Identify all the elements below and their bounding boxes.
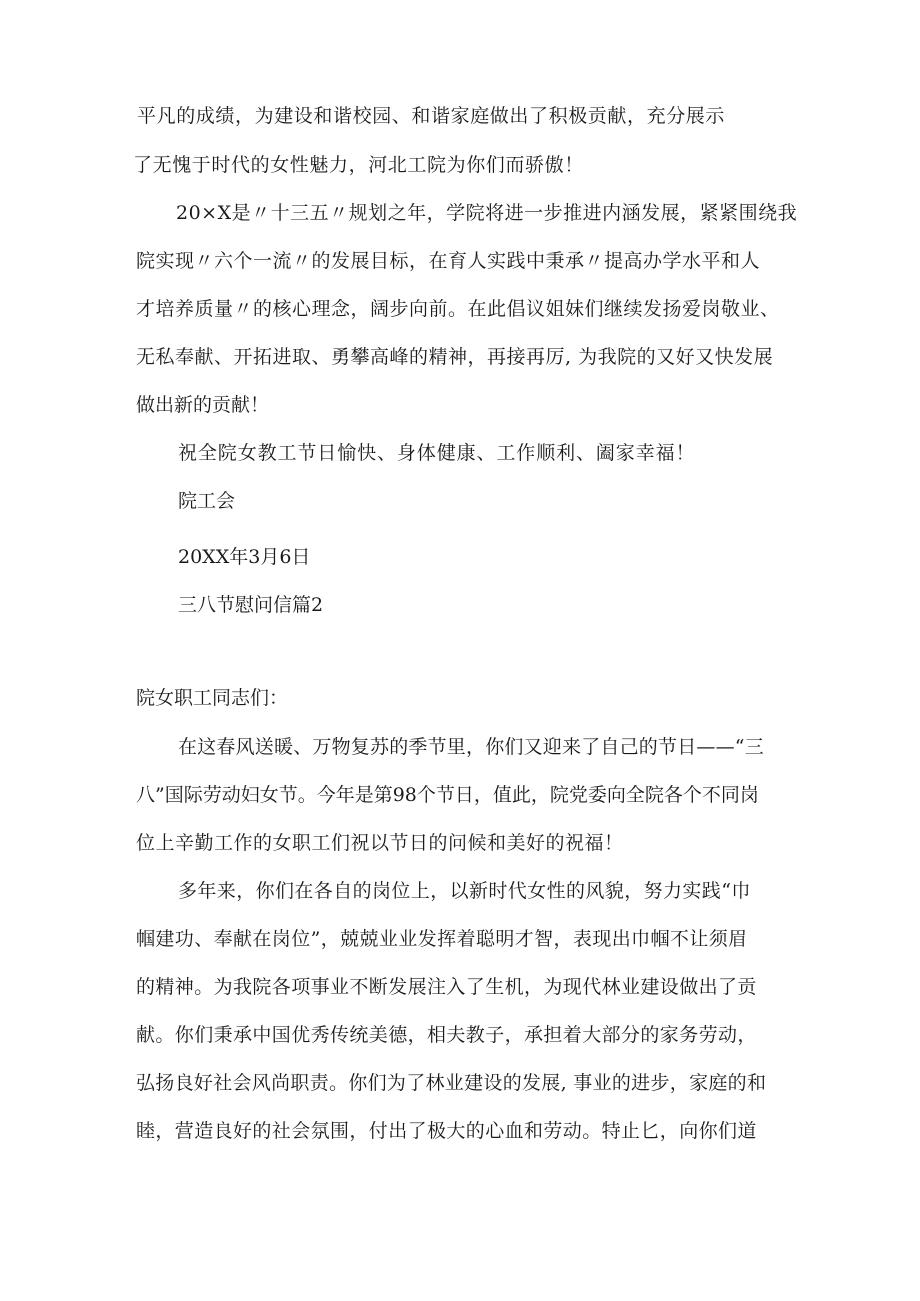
- paragraph-3-line-2: 八”国际劳动妇女节。今年是第98个节日，值此，院党委向全院各个不同岗: [136, 784, 759, 806]
- paragraph-3-line-3: 位上辛勤工作的女职工们祝以节日的问候和美好的祝福！: [136, 832, 624, 854]
- paragraph-2-line-4: 无私奉献、开拓进取、勇攀高峰的精神，再接再厉, 为我院的又好又快发展: [136, 346, 774, 368]
- paragraph-3-line-1: 在这春风送暖、万物复苏的季节里，你们又迎来了自己的节日——“三: [178, 736, 764, 758]
- paragraph-2-line-1: 20×X是〃十三五〃规划之年，学院将进一步推进内涵发展，紧紧围绕我: [176, 202, 798, 224]
- paragraph-2-line-2: 院实现〃六个一流〃的发展目标，在育人实践中秉承〃提高办学水平和人: [136, 250, 761, 272]
- paragraph-1-line-2: 了无愧于时代的女性魅力，河北工院为你们而骄傲！: [133, 154, 584, 176]
- paragraph-2-line-3: 才培养质量〃的核心理念，阔步向前。在此倡议姐妹们继续发扬爱岗敬业、: [136, 298, 780, 320]
- wishes-line: 祝全院女教工节日愉快、身体健康、工作顺利、阖家幸福！: [178, 442, 696, 464]
- date: 20XX年3月6日: [178, 546, 311, 568]
- paragraph-4-line-3: 的精神。为我院各项事业不断发展注入了生机，为现代林业建设做出了贡: [136, 976, 757, 998]
- paragraph-4-line-4: 献。你们秉承中国优秀传统美德，相夫教子，承担着大部分的家务劳动，: [136, 1024, 757, 1046]
- paragraph-4-line-1: 多年来，你们在各自的岗位上，以新时代女性的风貌，努力实践“巾: [178, 880, 751, 902]
- paragraph-1-line-1: 平凡的成绩，为建设和谐校园、和谐家庭做出了积极贡献，充分展示: [137, 105, 726, 127]
- salutation: 院女职工同志们：: [136, 687, 289, 709]
- paragraph-4-line-6: 睦，营造良好的社会氛围，付出了极大的心血和劳动。特止匕，向你们道: [136, 1120, 757, 1142]
- paragraph-4-line-5: 弘扬良好社会风尚职责。你们为了林业建设的发展, 事业的进步，家庭的和: [136, 1072, 767, 1094]
- paragraph-4-line-2: 帼建功、奉献在岗位”，兢兢业业发挥着聪明才智，表现出巾帼不让须眉: [136, 928, 748, 950]
- paragraph-2-line-5: 做出新的贡献！: [136, 394, 270, 416]
- signature: 院工会: [178, 490, 236, 512]
- section-title: 三八节慰问信篇2: [178, 594, 324, 616]
